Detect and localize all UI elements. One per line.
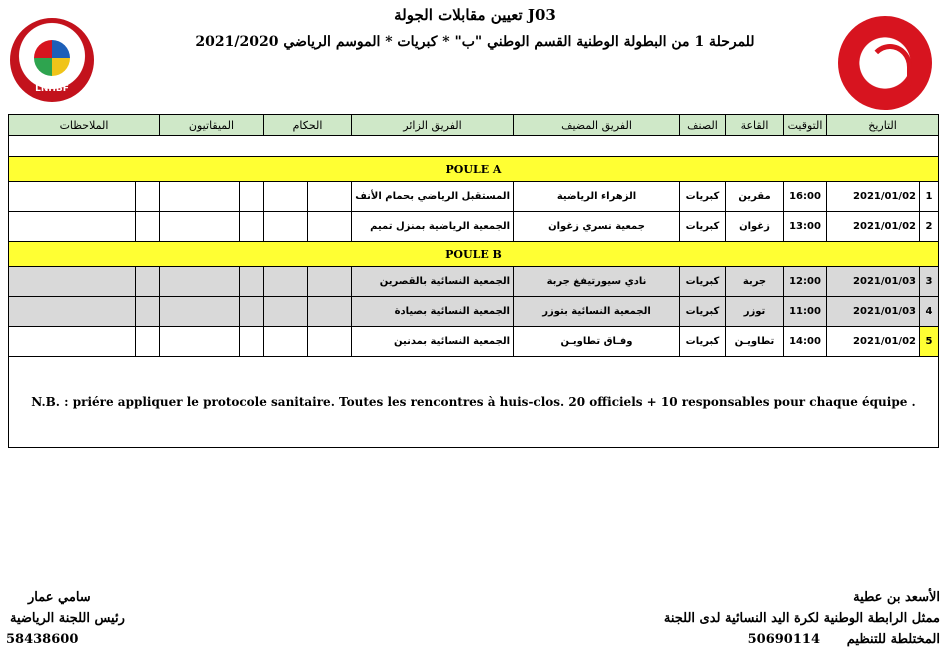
notes-row [9,357,939,448]
right-signature-role: ممثل الرابطة الوطنية لكرة اليد النسائية لدى اللجنة [663,611,940,626]
matches-table [8,114,939,448]
left-signature-phone: 58438600 [6,632,79,647]
table-row: الجمعية النسائية بمدنين وفـاق تطاويـن كبريات تطاويـن 14:00 2021/01/02 5 [9,327,939,357]
col-home: الفريق المضيف [514,115,680,136]
col-category: الصنف [680,115,726,136]
table-row: المستقبل الرياضي بحمام الأنف الزهراء الرياضية كبريات مقرين 16:00 2021/01/02 1 [9,182,939,212]
col-notes: الملاحظات [9,115,160,136]
lnhbf-logo-text: LNHBF [35,84,69,94]
col-timekeepers: الميقاتيون [160,115,264,136]
table-header [9,115,939,136]
right-signature-phone: 50690114 [747,632,820,647]
col-hall: القاعة [726,115,784,136]
left-signature-role: رئيس اللجنة الرياضية [10,611,125,626]
pool-header: POULE B [9,242,939,267]
page-title: تعيين مقابلات الجولة J03 [394,6,556,24]
player-figure-icon [868,44,912,90]
pool-header: POULE A [9,157,939,182]
col-date: التاريخ [827,115,939,136]
sanitary-note: N.B. : priére appliquer le protocole sanitaire. Toutes les rencontres à huis-clos. 20 officiels + 10 responsables pour chaque équipe . [9,357,939,448]
lnhbf-logo [10,18,94,102]
table-row: الجمعية النسائية بصيادة الجمعية النسائية بتوزر كبريات توزر 11:00 2021/01/03 4 [9,297,939,327]
right-signature-role2: المختلطة للتنظيم [846,632,940,647]
handball-icon [34,40,70,76]
col-away: الفريق الزائر [352,115,514,136]
col-time: التوقيت [784,115,827,136]
left-signature-name: سامي عمار [28,590,91,605]
ftbh-logo [838,16,932,110]
page-subtitle: للمرحلة 1 من البطولة الوطنية القسم الوطني "ب" * كبريات * الموسم الرياضي 2021/2020 [195,34,755,50]
table-row: الجمعية الرياضية بمنزل تميم جمعية نسري زغوان كبريات زغوان 13:00 2021/01/02 2 [9,212,939,242]
right-signature-name: الأسعد بن عطية [853,590,940,605]
table-row: الجمعية النسائية بالقصرين نادي سيورتيفغ جربة كبريات جربة 12:00 2021/01/03 3 [9,267,939,297]
col-referees: الحكام [264,115,352,136]
